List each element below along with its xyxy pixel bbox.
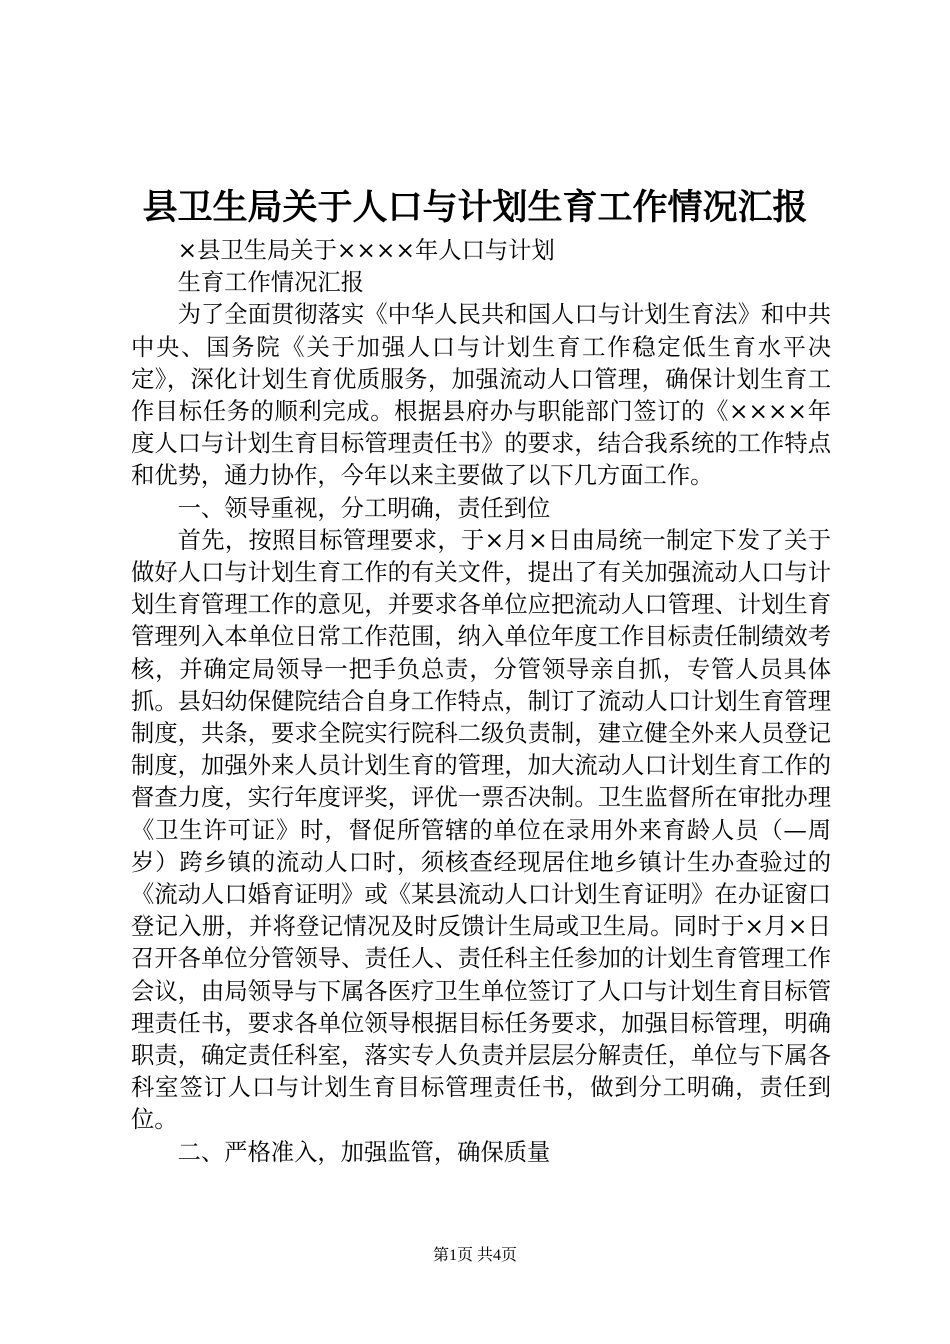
document-body [131,235,831,1169]
document-title: 县卫生局关于人口与计划生育工作情况汇报 [142,187,808,228]
section-heading-2: 二、严格准入，加强监管，确保质量 [177,1138,551,1166]
section-1-paragraph: 首先，按照目标管理要求，于×月×日由局统一制定下发了关于做好人口与计划生育工作的有关文件，提出了有关加强流动人口与计划生育管理工作的意见，并要求各单位应把流动人口管理、计划生育管理列入本单位日常工作范围，纳入单位年度工作目标责任制绩效考核，并确定局领导一把手负总责，分管领导亲自抓，专管人员具体抓。县妇幼保健院结合自身工作特点，制订了流动人口计划生育管理制度，共条，要求全院实行院科二级负责制，建立健全外来人员登记制度，加强外来人员计划生育的管理，加大流动人口计划生育工作的督查力度，实行年度评奖，评优一票否决制。卫生监督所在审批办理《卫生许可证》时，督促所管辖的单位在录用外来育龄人员（—周岁）跨乡镇的流动人口时，须核查经现居住地乡镇计生办查验过的《流动人口婚育证明》或《某县流动人口计划生育证明》在办证窗口登记入册，并将登记情况及时反馈计生局或卫生局。同时于×月×日召开各单位分管领导、责任人、责任科主任参加的计划生育管理工作会议，由局领导与下属各医疗卫生单位签订了人口与计划生育目标管理责任书，要求各单位领导根据目标任务要求，加强目标管理，明确职责，确定责任科室，落实专人负责并层层分解责任，单位与下属各科室签订人口与计划生育目标管理责任书，做到分工明确，责任到位。 [131,526,831,1134]
intro-paragraph: 为了全面贯彻落实《中华人民共和国人口与计划生育法》和中共中央、国务院《关于加强人口与计划生育工作稳定低生育水平决定》，深化计划生育优质服务，加强流动人口管理，确保计划生育工作目标任务的顺利完成。根据县府办与职能部门签订的《××××年度人口与计划生育目标管理责任书》的要求，结合我系统的工作特点和优势，通力协作，今年以来主要做了以下几方面工作。 [131,301,831,490]
page-footer: 第1页 共4页 [432,1247,517,1264]
section-heading-1: 一、领导重视，分工明确，责任到位 [177,494,551,522]
subtitle-line-1: ×县卫生局关于××××年人口与计划 [177,237,555,264]
subtitle-line-2: 生育工作情况汇报 [177,269,364,297]
